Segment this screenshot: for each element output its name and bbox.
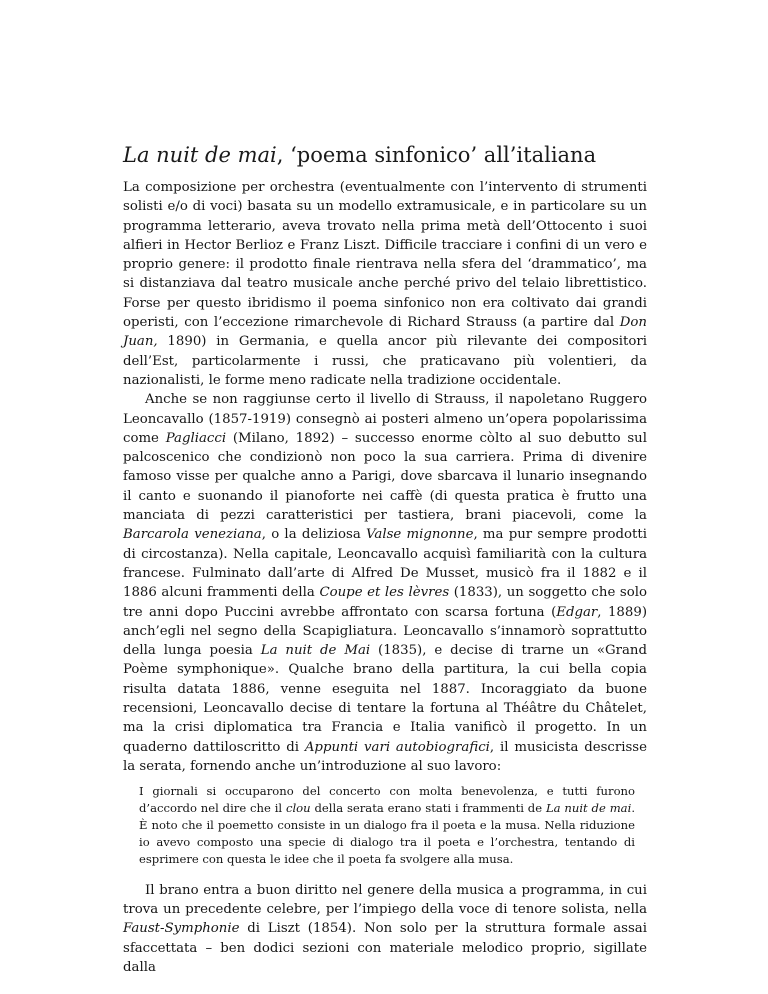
- text-run: . È noto che il poemetto consiste in un dialogo fra il poeta e la musa. Nella riduzione io avevo composto una specie di dialogo tra il poeta e l’orchestra, tentando di esprimere con questa le idee che il poeta fa svolgere alla musa.: [139, 801, 635, 866]
- text-run: di Liszt (1854). Non solo per la struttura formale assai sfaccettata – ben dodici sezioni con materiale melodico proprio, sigillate dalla: [123, 921, 647, 975]
- italic-run: Don Juan,: [123, 315, 647, 350]
- text-run: Il brano entra a buon diritto nel genere della musica a programma, in cui trova un precedente celebre, per l’impiego della voce di tenore solista, nella: [123, 882, 647, 918]
- text-run: La composizione per orchestra (eventualmente con l’intervento di strumenti solisti e/o di voci) basata su un modello extramusicale, e in particolare su un programma letterario, aveva trovato nella prima metà dell’Ottocento i suoi alfieri in Hector Berlioz e Franz Liszt. Difficile tracciare i confini di un vero e proprio genere: il prodotto finale rientrava nella sfera del ‘drammatico’, ma si distanziava dal teatro musicale anche perché privo del telaio librettistico. Forse per questo ibridismo il poema sinfonico non era coltivato dai grandi operisti, con l’eccezione rimarchevole di Richard Strauss (a partire dal: [123, 180, 647, 331]
- block-quote: [139, 783, 635, 868]
- paragraph-1: [123, 178, 647, 390]
- text-run: , o la deliziosa: [261, 527, 367, 543]
- text-run: della serata erano stati i frammenti de: [310, 801, 546, 816]
- italic-run: clou: [285, 801, 311, 816]
- text-run: , ma pur sempre prodotti di circostanza). Nella capitale, Leoncavallo acquisì familiarità con la cultura francese. Fulminato dall’arte di Alfred De Musset, musicò fra il 1882 e il 1886 alcuni frammenti della: [123, 527, 647, 601]
- italic-run: Edgar: [556, 604, 598, 620]
- text-run: , il musicista descrisse la serata, fornendo anche un’introduzione al suo lavoro:: [123, 739, 648, 774]
- title-italic: La nuit de mai: [123, 143, 277, 167]
- italic-run: Faust-Symphonie: [123, 921, 240, 937]
- text-run: (1833), un soggetto che solo tre anni dopo Puccini avrebbe affrontato con scarsa fortuna (: [123, 585, 647, 620]
- paragraph-2: [123, 390, 647, 776]
- italic-run: Coupe et les lèvres: [319, 585, 450, 601]
- text-run: I giornali si occuparono del concerto con molta benevolenza, e tutti furono d’accordo nel dire che il: [139, 784, 635, 816]
- italic-run: Pagliacci: [165, 430, 227, 446]
- text-run: , 1889) anch’egli nel segno della Scapigliatura. Leoncavallo s’innamorò soprattutto della lunga poesia: [123, 604, 648, 659]
- text-run: (1835), e decise di trarne un «Grand Poème symphonique». Qualche brano della partitura, la cui bella copia risulta datata 1886, venne eseguita nel 1887. Incoraggiato da buone recensioni, Leoncavallo decise di tentare la fortuna al Théâtre du Châtelet, ma la crisi diplomatica tra Francia e Italia vanificò il progetto. In un quaderno dattiloscritto di: [123, 643, 647, 755]
- italic-run: Valse mignonne: [366, 527, 474, 543]
- text-run: (Milano, 1892) – successo enorme còlto al suo debutto sul palcoscenico che condizionò non poco la sua carriera. Prima di divenire famoso visse per qualche anno a Parigi, dove sbarcava il lunario insegnando il canto e suonando il pianoforte nei caffè (di questa pratica è frutto una manciata di pezzi caratteristici per tastiera, brani piacevoli, come la: [123, 430, 647, 524]
- text-run: Anche se non raggiunse certo il livello di Strauss, il napoletano Ruggero Leoncavallo (1857-1919) consegnò ai posteri almeno un’opera popolarissima come: [123, 392, 647, 446]
- italic-run: La nuit de mai: [545, 801, 632, 816]
- italic-run: Appunti vari autobiografici: [304, 739, 490, 755]
- body-text: [123, 178, 647, 977]
- paragraph-3: [123, 881, 647, 977]
- title-rest: , ‘poema sinfonico’ all’italiana: [276, 143, 597, 167]
- italic-run: La nuit de Mai: [260, 643, 371, 659]
- quote-paragraph: [139, 783, 635, 868]
- text-run: 1890) in Germania, e quella ancor più rilevante dei compositori dell’Est, particolarmente i russi, che praticavano più volentieri, da nazionalisti, le forme meno radicate nella tradizione occidentale.: [123, 334, 647, 388]
- page-title: [123, 142, 596, 168]
- italic-run: Barcarola veneziana: [123, 527, 262, 543]
